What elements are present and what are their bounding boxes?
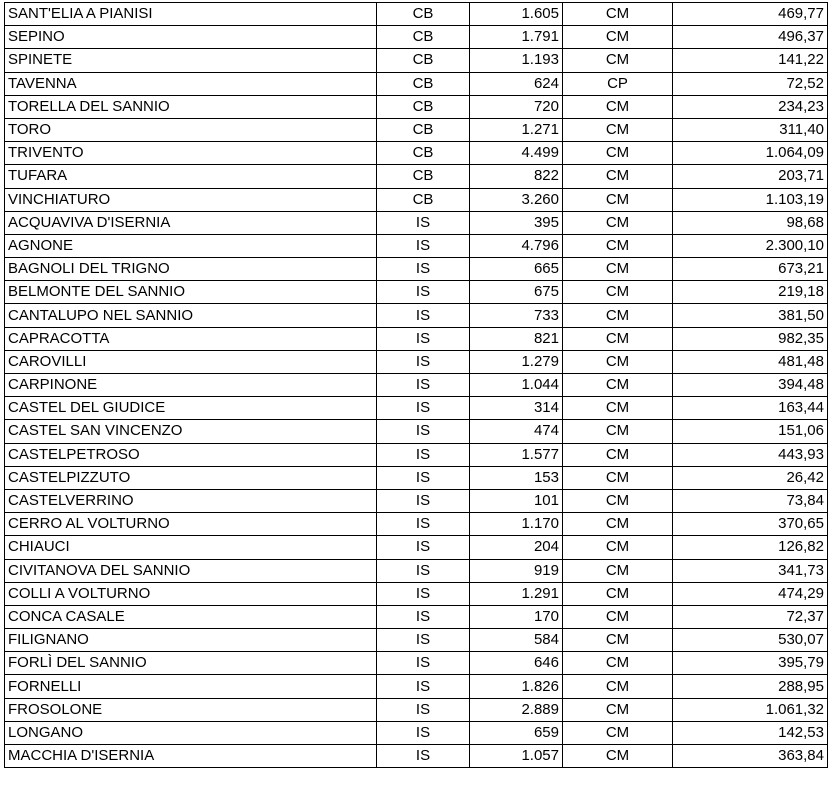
type-code-cell: CM xyxy=(563,327,673,350)
municipality-name-cell: CAPRACOTTA xyxy=(5,327,377,350)
province-cell: CB xyxy=(377,118,470,141)
population-cell: 1.605 xyxy=(470,3,563,26)
province-cell: CB xyxy=(377,95,470,118)
type-code-cell: CM xyxy=(563,582,673,605)
population-cell: 1.044 xyxy=(470,374,563,397)
population-cell: 1.279 xyxy=(470,350,563,373)
municipality-name-cell: SEPINO xyxy=(5,26,377,49)
municipality-name-cell: BELMONTE DEL SANNIO xyxy=(5,281,377,304)
amount-cell: 26,42 xyxy=(673,466,828,489)
population-cell: 720 xyxy=(470,95,563,118)
amount-cell: 72,37 xyxy=(673,605,828,628)
type-code-cell: CM xyxy=(563,281,673,304)
municipality-name-cell: CASTELPETROSO xyxy=(5,443,377,466)
type-code-cell: CM xyxy=(563,258,673,281)
amount-cell: 443,93 xyxy=(673,443,828,466)
province-cell: IS xyxy=(377,675,470,698)
province-cell: IS xyxy=(377,536,470,559)
population-cell: 1.193 xyxy=(470,49,563,72)
amount-cell: 469,77 xyxy=(673,3,828,26)
type-code-cell: CM xyxy=(563,698,673,721)
type-code-cell: CM xyxy=(563,304,673,327)
table-row xyxy=(5,652,828,675)
amount-cell: 1.103,19 xyxy=(673,188,828,211)
table-row xyxy=(5,721,828,744)
province-cell: IS xyxy=(377,443,470,466)
province-cell: IS xyxy=(377,350,470,373)
municipality-name-cell: TORELLA DEL SANNIO xyxy=(5,95,377,118)
municipality-name-cell: TORO xyxy=(5,118,377,141)
population-cell: 822 xyxy=(470,165,563,188)
table-row xyxy=(5,211,828,234)
amount-cell: 203,71 xyxy=(673,165,828,188)
type-code-cell: CM xyxy=(563,397,673,420)
amount-cell: 141,22 xyxy=(673,49,828,72)
amount-cell: 126,82 xyxy=(673,536,828,559)
amount-cell: 151,06 xyxy=(673,420,828,443)
population-cell: 4.499 xyxy=(470,142,563,165)
amount-cell: 394,48 xyxy=(673,374,828,397)
type-code-cell: CM xyxy=(563,165,673,188)
type-code-cell: CM xyxy=(563,234,673,257)
municipality-name-cell: CAROVILLI xyxy=(5,350,377,373)
province-cell: IS xyxy=(377,420,470,443)
province-cell: IS xyxy=(377,513,470,536)
municipality-name-cell: FROSOLONE xyxy=(5,698,377,721)
municipality-name-cell: CASTELPIZZUTO xyxy=(5,466,377,489)
municipality-name-cell: COLLI A VOLTURNO xyxy=(5,582,377,605)
province-cell: IS xyxy=(377,397,470,420)
amount-cell: 311,40 xyxy=(673,118,828,141)
population-cell: 646 xyxy=(470,652,563,675)
municipality-name-cell: TUFARA xyxy=(5,165,377,188)
province-cell: IS xyxy=(377,327,470,350)
population-cell: 1.826 xyxy=(470,675,563,698)
amount-cell: 98,68 xyxy=(673,211,828,234)
municipality-name-cell: CASTELVERRINO xyxy=(5,489,377,512)
amount-cell: 474,29 xyxy=(673,582,828,605)
population-cell: 1.291 xyxy=(470,582,563,605)
population-cell: 101 xyxy=(470,489,563,512)
population-cell: 659 xyxy=(470,721,563,744)
type-code-cell: CM xyxy=(563,374,673,397)
table-body xyxy=(5,3,828,768)
table-row xyxy=(5,258,828,281)
type-code-cell: CM xyxy=(563,675,673,698)
municipality-name-cell: TAVENNA xyxy=(5,72,377,95)
table-row xyxy=(5,142,828,165)
municipality-table xyxy=(4,2,828,768)
table-row xyxy=(5,420,828,443)
type-code-cell: CP xyxy=(563,72,673,95)
province-cell: CB xyxy=(377,26,470,49)
type-code-cell: CM xyxy=(563,188,673,211)
type-code-cell: CM xyxy=(563,420,673,443)
table-row xyxy=(5,26,828,49)
municipality-name-cell: VINCHIATURO xyxy=(5,188,377,211)
amount-cell: 2.300,10 xyxy=(673,234,828,257)
province-cell: CB xyxy=(377,72,470,95)
table-row xyxy=(5,234,828,257)
population-cell: 665 xyxy=(470,258,563,281)
table-row xyxy=(5,675,828,698)
type-code-cell: CM xyxy=(563,559,673,582)
municipality-name-cell: LONGANO xyxy=(5,721,377,744)
province-cell: CB xyxy=(377,188,470,211)
population-cell: 4.796 xyxy=(470,234,563,257)
province-cell: IS xyxy=(377,258,470,281)
province-cell: IS xyxy=(377,745,470,768)
amount-cell: 530,07 xyxy=(673,629,828,652)
amount-cell: 288,95 xyxy=(673,675,828,698)
municipality-name-cell: MACCHIA D'ISERNIA xyxy=(5,745,377,768)
municipality-name-cell: FORNELLI xyxy=(5,675,377,698)
province-cell: IS xyxy=(377,629,470,652)
population-cell: 675 xyxy=(470,281,563,304)
table-row xyxy=(5,3,828,26)
type-code-cell: CM xyxy=(563,3,673,26)
province-cell: CB xyxy=(377,49,470,72)
province-cell: IS xyxy=(377,698,470,721)
population-cell: 204 xyxy=(470,536,563,559)
type-code-cell: CM xyxy=(563,629,673,652)
province-cell: IS xyxy=(377,281,470,304)
amount-cell: 481,48 xyxy=(673,350,828,373)
type-code-cell: CM xyxy=(563,211,673,234)
table-row xyxy=(5,698,828,721)
population-cell: 821 xyxy=(470,327,563,350)
amount-cell: 73,84 xyxy=(673,489,828,512)
table-row xyxy=(5,165,828,188)
amount-cell: 163,44 xyxy=(673,397,828,420)
municipality-name-cell: CERRO AL VOLTURNO xyxy=(5,513,377,536)
population-cell: 733 xyxy=(470,304,563,327)
table-row xyxy=(5,443,828,466)
type-code-cell: CM xyxy=(563,49,673,72)
population-cell: 584 xyxy=(470,629,563,652)
population-cell: 1.577 xyxy=(470,443,563,466)
amount-cell: 982,35 xyxy=(673,327,828,350)
province-cell: CB xyxy=(377,142,470,165)
amount-cell: 142,53 xyxy=(673,721,828,744)
population-cell: 1.791 xyxy=(470,26,563,49)
type-code-cell: CM xyxy=(563,350,673,373)
table-row xyxy=(5,95,828,118)
population-cell: 153 xyxy=(470,466,563,489)
province-cell: IS xyxy=(377,304,470,327)
amount-cell: 1.061,32 xyxy=(673,698,828,721)
table-row xyxy=(5,49,828,72)
population-cell: 3.260 xyxy=(470,188,563,211)
type-code-cell: CM xyxy=(563,721,673,744)
municipality-name-cell: FORLÌ DEL SANNIO xyxy=(5,652,377,675)
province-cell: IS xyxy=(377,374,470,397)
municipality-name-cell: CASTEL SAN VINCENZO xyxy=(5,420,377,443)
table-row xyxy=(5,281,828,304)
population-cell: 1.170 xyxy=(470,513,563,536)
amount-cell: 72,52 xyxy=(673,72,828,95)
province-cell: IS xyxy=(377,559,470,582)
table-row xyxy=(5,605,828,628)
province-cell: CB xyxy=(377,3,470,26)
municipality-name-cell: CHIAUCI xyxy=(5,536,377,559)
province-cell: IS xyxy=(377,582,470,605)
amount-cell: 496,37 xyxy=(673,26,828,49)
municipality-name-cell: SANT'ELIA A PIANISI xyxy=(5,3,377,26)
province-cell: IS xyxy=(377,652,470,675)
municipality-name-cell: BAGNOLI DEL TRIGNO xyxy=(5,258,377,281)
province-cell: IS xyxy=(377,234,470,257)
table-row xyxy=(5,374,828,397)
population-cell: 1.271 xyxy=(470,118,563,141)
population-cell: 314 xyxy=(470,397,563,420)
table-row xyxy=(5,582,828,605)
table-row xyxy=(5,350,828,373)
population-cell: 919 xyxy=(470,559,563,582)
municipality-name-cell: ACQUAVIVA D'ISERNIA xyxy=(5,211,377,234)
amount-cell: 363,84 xyxy=(673,745,828,768)
table-row xyxy=(5,466,828,489)
municipality-name-cell: CARPINONE xyxy=(5,374,377,397)
province-cell: IS xyxy=(377,489,470,512)
type-code-cell: CM xyxy=(563,652,673,675)
municipality-name-cell: CONCA CASALE xyxy=(5,605,377,628)
table-row xyxy=(5,629,828,652)
municipality-name-cell: CASTEL DEL GIUDICE xyxy=(5,397,377,420)
type-code-cell: CM xyxy=(563,26,673,49)
population-cell: 170 xyxy=(470,605,563,628)
province-cell: IS xyxy=(377,211,470,234)
amount-cell: 219,18 xyxy=(673,281,828,304)
type-code-cell: CM xyxy=(563,118,673,141)
population-cell: 474 xyxy=(470,420,563,443)
province-cell: IS xyxy=(377,466,470,489)
amount-cell: 395,79 xyxy=(673,652,828,675)
population-cell: 2.889 xyxy=(470,698,563,721)
amount-cell: 370,65 xyxy=(673,513,828,536)
amount-cell: 234,23 xyxy=(673,95,828,118)
table-row xyxy=(5,745,828,768)
table-row xyxy=(5,304,828,327)
province-cell: IS xyxy=(377,605,470,628)
table-row xyxy=(5,513,828,536)
population-cell: 1.057 xyxy=(470,745,563,768)
amount-cell: 381,50 xyxy=(673,304,828,327)
table-row xyxy=(5,327,828,350)
table-row xyxy=(5,489,828,512)
municipality-name-cell: AGNONE xyxy=(5,234,377,257)
municipality-name-cell: CANTALUPO NEL SANNIO xyxy=(5,304,377,327)
table-row xyxy=(5,118,828,141)
table-row xyxy=(5,188,828,211)
municipality-name-cell: SPINETE xyxy=(5,49,377,72)
type-code-cell: CM xyxy=(563,745,673,768)
type-code-cell: CM xyxy=(563,513,673,536)
amount-cell: 1.064,09 xyxy=(673,142,828,165)
type-code-cell: CM xyxy=(563,605,673,628)
type-code-cell: CM xyxy=(563,466,673,489)
municipality-name-cell: CIVITANOVA DEL SANNIO xyxy=(5,559,377,582)
table-row xyxy=(5,559,828,582)
amount-cell: 341,73 xyxy=(673,559,828,582)
province-cell: IS xyxy=(377,721,470,744)
table-row xyxy=(5,397,828,420)
population-cell: 395 xyxy=(470,211,563,234)
population-cell: 624 xyxy=(470,72,563,95)
amount-cell: 673,21 xyxy=(673,258,828,281)
type-code-cell: CM xyxy=(563,142,673,165)
type-code-cell: CM xyxy=(563,489,673,512)
municipality-name-cell: FILIGNANO xyxy=(5,629,377,652)
type-code-cell: CM xyxy=(563,95,673,118)
province-cell: CB xyxy=(377,165,470,188)
type-code-cell: CM xyxy=(563,443,673,466)
table-row xyxy=(5,536,828,559)
table-row xyxy=(5,72,828,95)
municipality-name-cell: TRIVENTO xyxy=(5,142,377,165)
type-code-cell: CM xyxy=(563,536,673,559)
